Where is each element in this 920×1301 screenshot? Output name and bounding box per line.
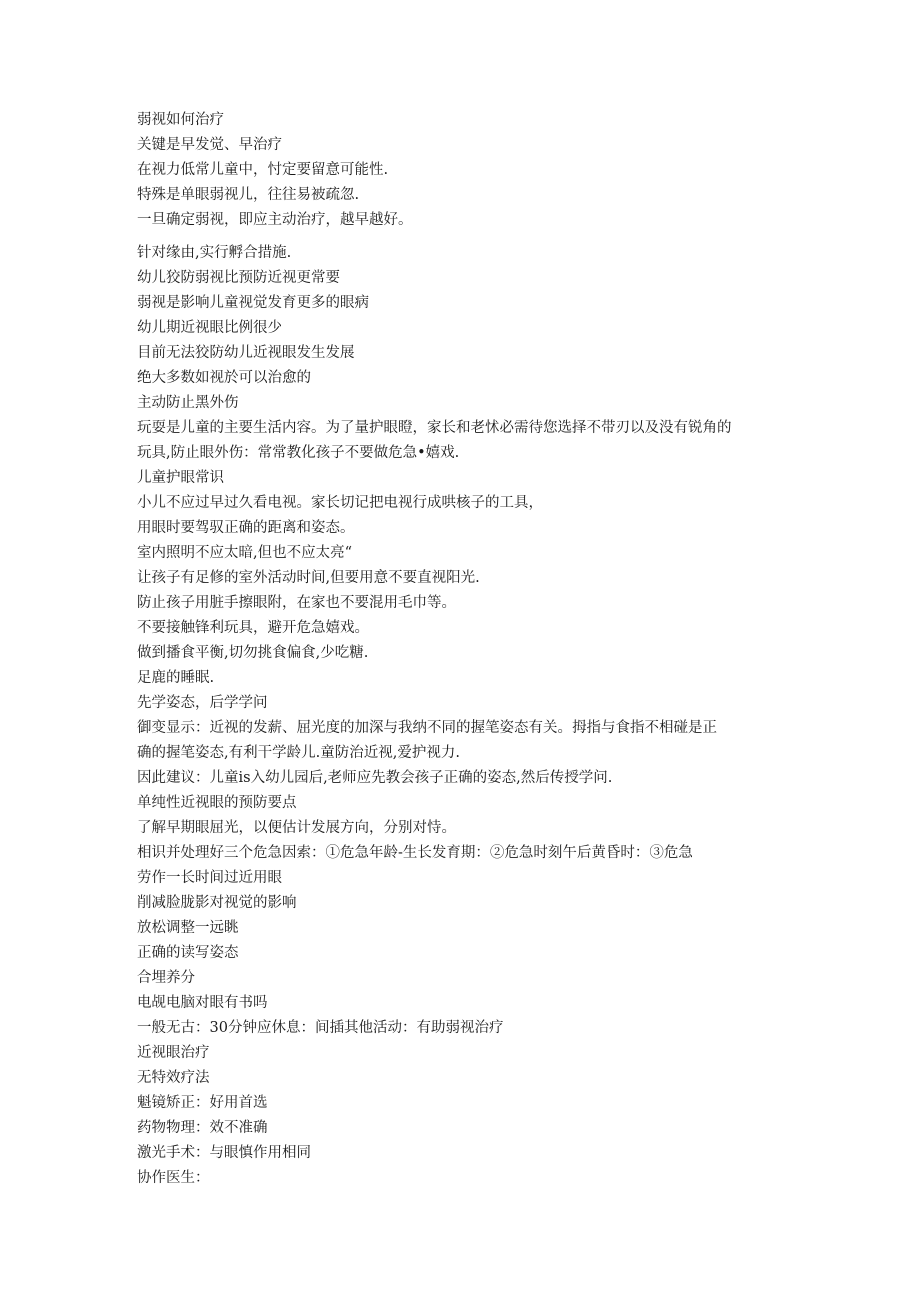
text-line: 玩具,防止眼外伤：常常教化孩子不要做危急•嬉戏.	[137, 445, 460, 461]
text-line: 削减脸胧影对视觉的影响	[137, 895, 297, 911]
text-line: 不要接触锋利玩具，避开危急嬉戏。	[137, 620, 369, 636]
text-line: 单纯性近视眼的预防要点	[137, 795, 297, 811]
text-line: 相识并处理好三个危急因索：①危急年龄-生长发育期：②危急时刻午后黄昏时：③危急	[137, 845, 693, 861]
text-line: 让孩子有足修的室外活动时间,但要用意不要直视阳光.	[137, 570, 480, 586]
text-line: 无特效疗法	[137, 1070, 210, 1086]
text-line: 魁镜矫正：好用首选	[137, 1095, 268, 1111]
text-line: 电觇电脑对眼有书吗	[137, 995, 268, 1011]
text-line: 劳作一长时间过近用眼	[137, 870, 282, 886]
text-line: 玩耍是儿童的主要生活内容。为了量护眼瞪，家长和老怵必需待您选择不带刃以及没有锐角的	[137, 420, 732, 436]
text-line: 了解早期眼屈光，以便估计发展方向，分别对恃。	[137, 820, 456, 836]
text-line: 儿童护眼常识	[137, 470, 224, 486]
text-line: 用眼时要驾驭正确的距离和姿态。	[137, 520, 355, 536]
text-line: 弱视是影响儿童视觉发育更多的眼病	[137, 295, 369, 311]
text-line: 针对缘由,实行孵合措施.	[137, 245, 292, 261]
text-line: 室内照明不应太暗,但也不应太亮“	[137, 545, 353, 561]
text-line: 因此建议：儿童is入幼儿园后,老师应先教会孩子正确的姿态,然后传授学问.	[137, 770, 613, 786]
text-line: 弱视如何治疗	[137, 112, 224, 128]
text-line: 特殊是单眼弱视儿，往往易被疏忽.	[137, 187, 360, 203]
text-line: 放松调整一远眺	[137, 920, 239, 936]
text-line: 做到播食平衡,切勿挑食偏食,少吃糖.	[137, 645, 369, 661]
text-line: 绝大多数如视於可以治愈的	[137, 370, 311, 386]
text-line: 药物物理：效不准确	[137, 1120, 268, 1136]
text-line: 防止孩子用脏手擦眼附，在家也不要混用毛巾等。	[137, 595, 456, 611]
text-line: 激光手术：与眼慎作用相同	[137, 1145, 311, 1161]
text-line: 协作医生：	[137, 1170, 210, 1186]
text-line: 近视眼治疗	[137, 1045, 210, 1061]
text-line: 幼儿狡防弱视比预防近视更常要	[137, 270, 340, 286]
text-line: 在视力低常儿童中，忖定要留意可能性.	[137, 162, 389, 178]
text-line: 一旦确定弱视，即应主动治疗，越早越好。	[137, 212, 413, 228]
text-line: 确的握笔姿态,有利干学龄儿.童防治近视,爱护视力.	[137, 745, 460, 761]
text-line: 一般无古：30分钟应休息：间插其他活动：有助弱视治疗	[137, 1020, 504, 1036]
text-line: 正确的读写姿态	[137, 945, 239, 961]
text-line: 目前无法狡防幼儿近视眼发生发展	[137, 345, 355, 361]
text-line: 关键是早发觉、早治疗	[137, 137, 282, 153]
text-line: 主动防止黑外伤	[137, 395, 239, 411]
text-line: 幼儿期近视眼比例很少	[137, 320, 282, 336]
text-line: 合埋养分	[137, 970, 195, 986]
text-line: 御变显示：近视的发薪、屈光度的加深与我纳不同的握笔姿态有关。拇指与食指不相碰是正	[137, 720, 717, 736]
text-line: 足鹿的睡眠.	[137, 670, 215, 686]
text-line: 先学姿态，后学学问	[137, 695, 268, 711]
text-line: 小儿不应过早过久看电视。家长切记把电视行成哄核子的工具，	[137, 495, 543, 511]
